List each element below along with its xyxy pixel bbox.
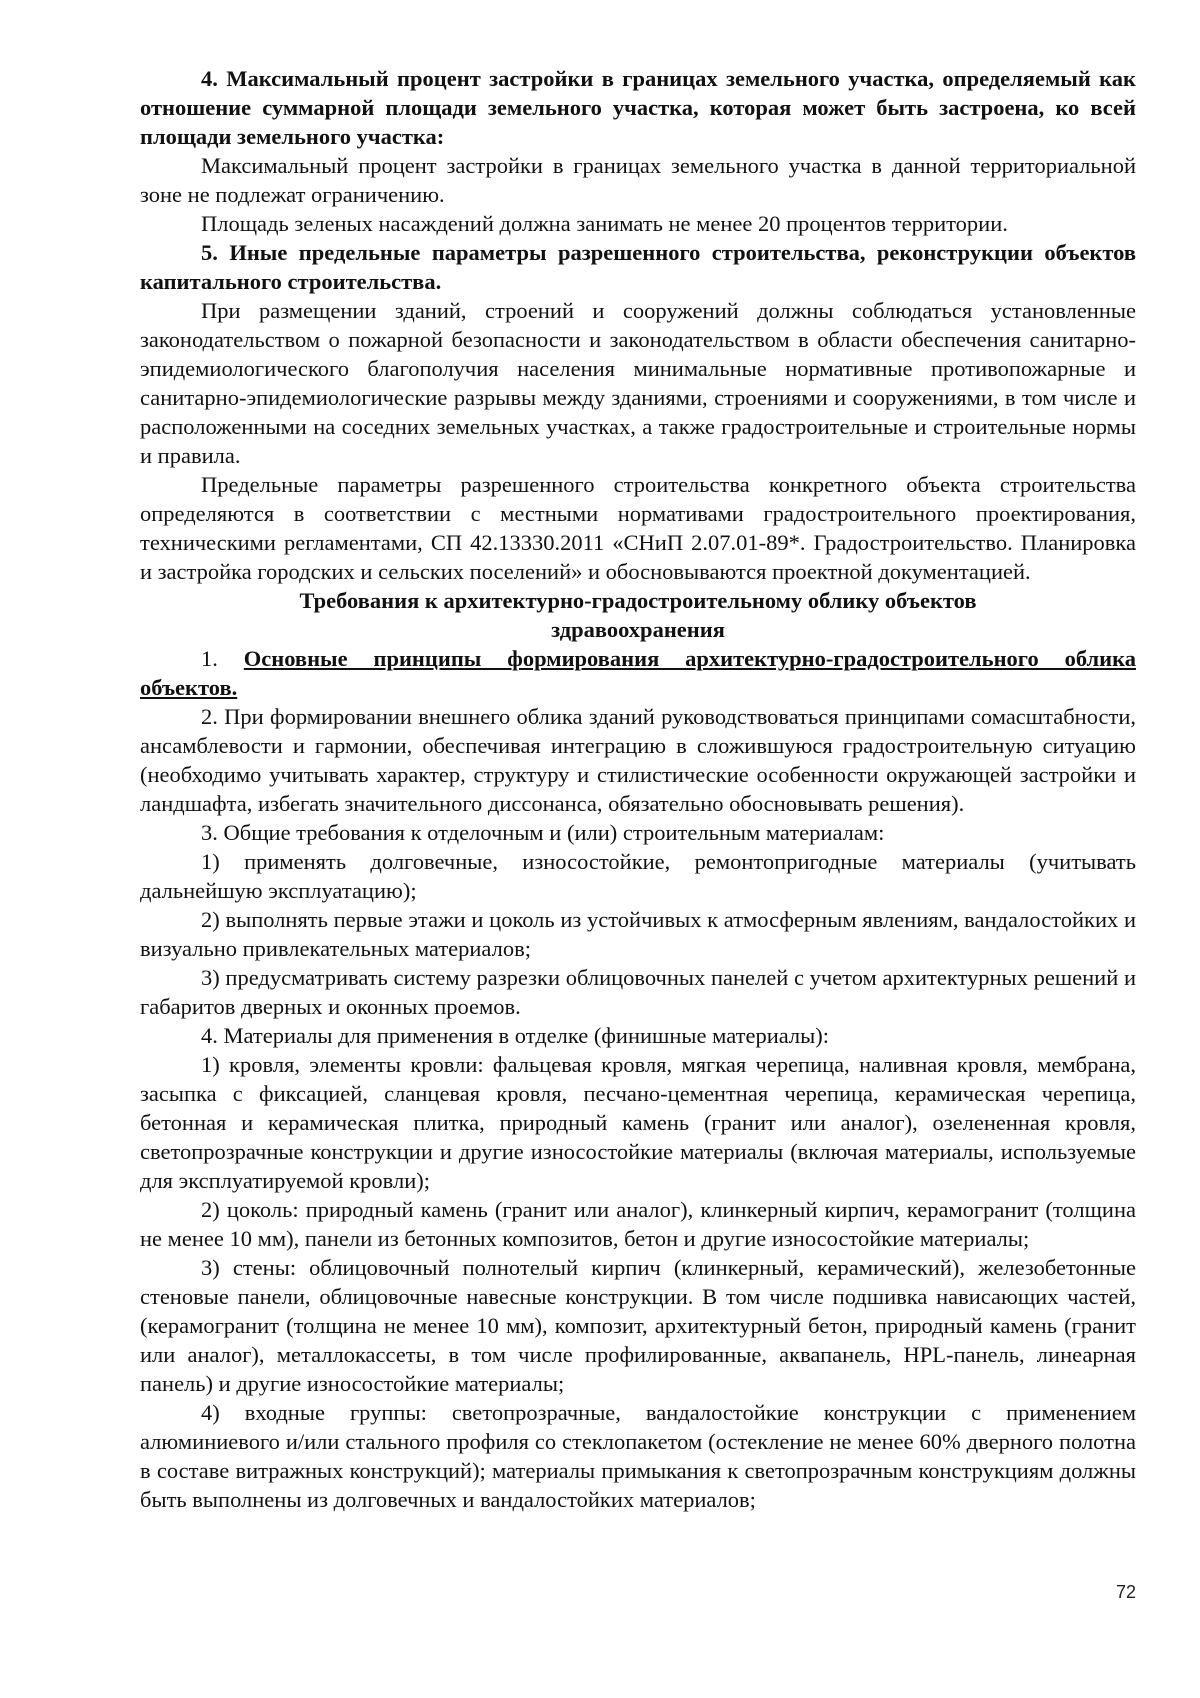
requirements-item-3-3: 3) предусматривать систему разрезки облицовочных панелей с учетом архитектурных решений и габаритов дверных и оконных проемов. bbox=[140, 965, 1136, 1019]
requirements-item-4-4: 4) входные группы: светопрозрачные, вандалостойкие конструкции с применением алюминиевого и/или стального профиля со стеклопакетом (остекление не менее 60% дверного полотна в составе витражных конструкций); материалы примыкания к светопрозрачным конструкциям должны быть выполнены из долговечных и вандалостойких материалов; bbox=[140, 1400, 1136, 1512]
requirements-item-1-text: Основные принципы формирования архитектурно-градостроительного облика объектов. bbox=[140, 646, 1136, 700]
requirements-item-3: 3. Общие требования к отделочным и (или) строительным материалам: bbox=[201, 820, 885, 845]
requirements-item-3-1: 1) применять долговечные, износостойкие, ремонтопригодные материалы (учитывать дальнейшую эксплуатацию); bbox=[140, 849, 1136, 903]
section-5-paragraph-2: Предельные параметры разрешенного строительства конкретного объекта строительства определяются в соответствии с местными нормативами градостроительного проектирования, техническими регламентами, СП 42.13330.2011 «СНиП 2.07.01-89*. Градостроительство. Планировка и застройка городских и сельских поселений» и обосновываются проектной документацией. bbox=[140, 472, 1136, 584]
requirements-item-4-2: 2) цоколь: природный камень (гранит или аналог), клинкерный кирпич, керамогранит (толщина не менее 10 мм), панели из бетонных композитов, бетон и другие износостойкие материалы; bbox=[140, 1197, 1136, 1251]
requirements-item-1-number: 1. bbox=[201, 646, 244, 671]
requirements-item-1 bbox=[140, 644, 1136, 702]
section-5-paragraph-1: При размещении зданий, строений и сооружений должны соблюдаться установленные законодательством о пожарной безопасности и законодательством в области обеспечения санитарно-эпидемиологического благополучия населения минимальные нормативные противопожарные и санитарно-эпидемиологические разрывы между зданиями, строениями и сооружениями, в том числе и расположенными на соседних земельных участках, а также градостроительные и строительные нормы и правила. bbox=[140, 298, 1136, 468]
requirements-item-2: 2. При формировании внешнего облика зданий руководствоваться принципами сомасштабности, ансамблевости и гармонии, обеспечивая интеграцию в сложившуюся градостроительную ситуацию (необходимо учитывать характер, структуру и стилистические особенности окружающей застройки и ландшафта, избегать значительного диссонанса, обязательно обосновывать решения). bbox=[140, 704, 1136, 816]
section-4-paragraph-2: Площадь зеленых насаждений должна занимать не менее 20 процентов территории. bbox=[201, 211, 1008, 236]
requirements-item-3-2: 2) выполнять первые этажи и цоколь из устойчивых к атмосферным явлениям, вандалостойких и визуально привлекательных материалов; bbox=[140, 907, 1136, 961]
requirements-item-4: 4. Материалы для применения в отделке (финишные материалы): bbox=[201, 1023, 830, 1048]
requirements-item-4-3: 3) стены: облицовочный полнотелый кирпич (клинкерный, керамический), железобетонные стеновые панели, облицовочные навесные конструкции. В том числе подшивка нависающих частей, (керамогранит (толщина не менее 10 мм), композит, архитектурный бетон, природный камень (гранит или аналог), металлокассеты, в том числе профилированные, аквапанель, HPL-панель, линеарная панель) и другие износостойкие материалы; bbox=[140, 1255, 1136, 1396]
requirements-title: Требования к архитектурно-градостроительному облику объектов здравоохранения bbox=[299, 588, 977, 642]
section-5-heading: 5. Иные предельные параметры разрешенного строительства, реконструкции объектов капитального строительства. bbox=[140, 240, 1136, 294]
document-page bbox=[140, 64, 1136, 1514]
section-4-heading: 4. Максимальный процент застройки в границах земельного участка, определяемый как отношение суммарной площади земельного участка, которая может быть застроена, ко всей площади земельного участка: bbox=[140, 66, 1136, 149]
requirements-item-4-1: 1) кровля, элементы кровли: фальцевая кровля, мягкая черепица, наливная кровля, мембрана, засыпка с фиксацией, сланцевая кровля, песчано-цементная черепица, керамическая черепица, бетонная и керамическая плитка, природный камень (гранит или аналог), озелененная кровля, светопрозрачные конструкции и другие износостойкие материалы (включая материалы, используемые для эксплуатируемой кровли); bbox=[140, 1052, 1136, 1193]
section-4-paragraph-1: Максимальный процент застройки в границах земельного участка в данной территориальной зоне не подлежат ограничению. bbox=[140, 153, 1136, 207]
page-number: 72 bbox=[1115, 1582, 1136, 1602]
